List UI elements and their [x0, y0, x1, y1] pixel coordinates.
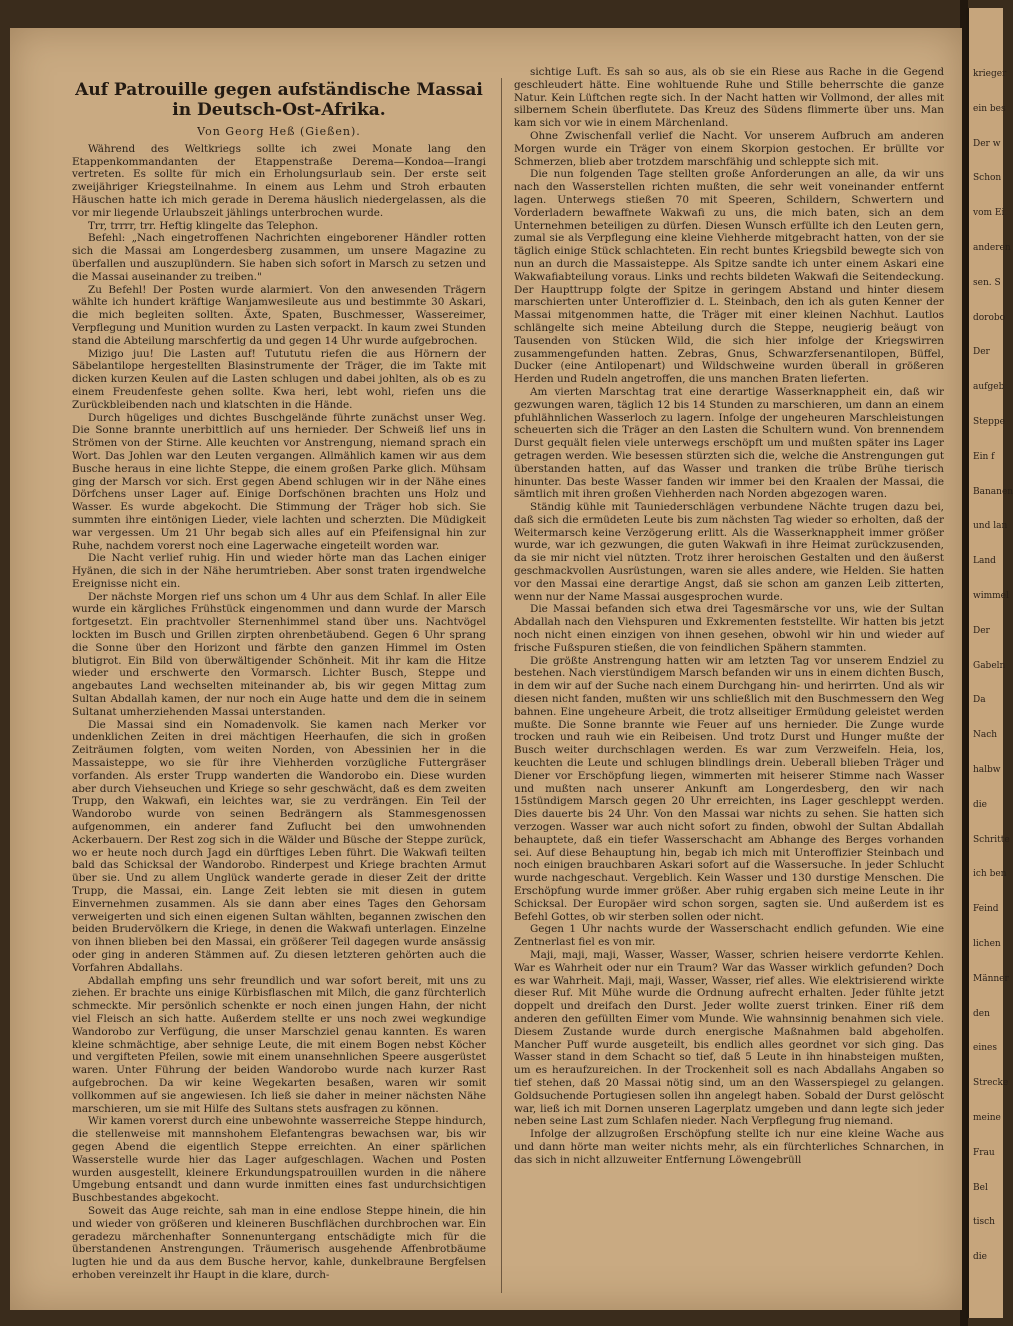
adjacent-page-line: Gabeln [973, 660, 1006, 671]
adjacent-page-line: die [973, 1252, 987, 1263]
adjacent-page-line: sen. S [973, 277, 1001, 288]
paragraph: Ohne Zwischenfall verlief die Nacht. Vor unserem Aufbruch am anderen Morgen wurde ein Träger von einem Skorpion gestochen. Er brüllte vor Schmerzen, blieb aber trotzdem marschfähig und schleppte sich mit. [514, 129, 944, 168]
paragraph: Durch hügeliges und dichtes Buschgelände führte zunächst unser Weg. Die Sonne brannte unerbittlich auf uns hernieder. Der Schweiß lief uns in Strömen von der Stirne. Alle keuchten vor Anstrengung, niemand sprach ein Wort. Das Johlen war den Leuten vergangen. Allmählich kamen wir aus dem Busche heraus in eine lichte Steppe, die einem großen Parke glich. Mühsam ging der Marsch vor sich. Erst gegen Abend schlugen wir in der Nähe eines Dörfchens unser Lager auf. Einige Dorfschönen brachten uns Holz und Wasser. Es wurde abgekocht. Die Stimmung der Träger hob sich. Sie summten ihre eintönigen Lieder, viele lachten und scherzten. Die Müdigkeit war vergessen. Um 21 Uhr begab sich alles auf ein Pfeifensignal hin zur Ruhe, nachdem vorerst noch eine Lagerwache eingeteilt worden war. [72, 411, 486, 552]
adjacent-page-line: Schon [973, 173, 1002, 184]
adjacent-page-line: vom Ei [973, 208, 1005, 219]
paragraph: Die größte Anstrengung hatten wir am letzten Tag vor unserem Endziel zu bestehen. Nach vierstündigem Marsch befanden wir uns in einem dichten Busch, in dem wir auf der Suche nach einem Durchgang hin- und herirrten. Und als wir diesen nicht fanden, mußten wir uns schließlich mit den Buschmessern den Weg bahnen. Eine ungeheure Arbeit, die trotz allseitiger Ermüdung geleistet werden mußte. Die Sonne brannte wie Feuer auf uns hernieder. Die Zunge wurde trocken und rauh wie ein Reibeisen. Und trotz Durst und Hunger mußte der Busch weiter durchschlagen werden. Es war zum Verzweifeln. Heia, los, keuchten die Leute und schlugen blindlings drein. Ueberall blieben Träger und Diener vor Erschöpfung liegen, wimmerten mit heiserer Stimme nach Wasser und mußten nach unserer Ankunft am Longerdesberg, den wir nach 15stündigem Marsch gegen 20 Uhr erreichten, ins Lager geschleppt werden. Dies dauerte bis 24 Uhr. Von den Massai war nichts zu sehen. Sie hatten sich verzogen. Wasser war auch nicht sofort zu finden, obwohl der Sultan Abdallah behauptete, daß ein tiefer Wasserschacht am Abhange des Berges vorhanden sei. Auf diese Behauptung hin, begab ich mich mit Unteroffizier Steinbach und noch einigen brauchbaren Askari sofort auf die Wassersuche. In jeder Schlucht wurde nachgeschaut. Vergeblich. Kein Wasser und 130 durstige Menschen. Die Erschöpfung wurde immer größer. Aber ruhig ergaben sich meine Leute in ihr Schicksal. Der Europäer wird schon sorgen, sagten sie. Und außerdem ist es Befehl Gottes, ob wir sterben sollen oder nicht. [514, 654, 944, 923]
adjacent-page-line: lichen [973, 938, 1001, 949]
adjacent-page-line: aufgeb [973, 382, 1005, 393]
adjacent-page-line: Land [973, 556, 996, 567]
paragraph: Während des Weltkriegs sollte ich zwei Monate lang den Etappenkommandanten der Etappenstraße Derema—Kondoa—Irangi vertreten. Es sollte für mich ein Erholungsurlaub sein. Der erste seit zweijähriger Kriegsteilnahme. In einem aus Lehm und Stroh erbauten Häuschen hatte ich mich gerade in Derema häuslich niedergelassen, als die vor mir liegende Urlaubszeit jählings unterbrochen wurde. [72, 142, 486, 219]
adjacent-page-line: Der [973, 625, 990, 636]
adjacent-page-line: Strecke [973, 1078, 1009, 1089]
paragraph: sichtige Luft. Es sah so aus, als ob sie ein Riese aus Rache in die Gegend geschleudert hätte. Eine wohltuende Ruhe und Stille beherrschte die ganze Natur. Kein Lüftchen regte sich. In der Nacht hatten wir Vollmond, der alles mit silbernem Schein überflutete. Das Kreuz des Südens flimmerte über uns. Man kam sich vor wie in einem Märchenland. [514, 66, 944, 130]
paragraph: Soweit das Auge reichte, sah man in eine endlose Steppe hinein, die hin und wieder von größeren und kleineren Buschflächen durchbrochen war. Ein geradezu märchenhafter Sonnenuntergang entschädigte mich für die überstandenen Anstrengungen. Träumerisch ausgehende Affenbrotbäume lugten hie und da aus dem Busche hervor, kahle, dunkelbraune Bergfelsen erhoben vereinzelt ihr Haupt in die klare, durch- [72, 1204, 486, 1281]
paragraph: Die nun folgenden Tage stellten große Anforderungen an alle, da wir uns nach den Wasserstellen richten mußten, die sehr weit voneinander entfernt lagen. Unterwegs stießen 70 mit Speeren, Schildern, Schwertern und Vorderladern bewaffnete Wakwafi zu uns, die mich baten, sich an dem Unternehmen beteiligen zu dürfen. Diesen Wunsch erfüllte ich den Leuten gern, zumal sie als Verpflegung eine kleine Viehherde mitgebracht hatten, von der sie täglich einige Stück schlachteten. Ein recht buntes Kriegsbild bewegte sich von nun an durch die Massaisteppe. Als Spitze sandte ich unter einem Askari eine Wakwafiabteilung voraus. Links und rechts bildeten Wakwafi die Seitendeckung. Der Haupttrupp folgte der Spitze in geringem Abstand und hinter diesem marschierten unter Unteroffizier d. L. Steinbach, den ich als guten Kenner der Massai mitgenommen hatte, die Träger mit einer kleinen Nachhut. Lautlos schlängelte sich meine Abteilung durch die Steppe, neugierig beäugt von Tausenden von Stücken Wild, die sich hier infolge der Kriegswirren zusammengefunden hatten. Zebras, Gnus, Schwarzfersenantilopen, Büffel, Ducker (eine Antilopenart) und Wildschweine wurden überall in größeren Herden und Rudeln angetroffen, die uns manchen Braten lieferten. [514, 168, 944, 386]
paragraph: Abdallah empfing uns sehr freundlich und war sofort bereit, mit uns zu ziehen. Er brachte uns einige Kürbisflaschen mit Milch, die ganz fürchterlich schmeckte. Mir persönlich schenkte er noch einen jungen Hahn, der nicht viel Fleisch an sich hatte. Außerdem stellte er uns noch zwei wegkundige Wandorobo zur Verfügung, die unser Marschziel genau kannten. Es waren kleine schmächtige, aber sehnige Leute, die mit einem Bogen nebst Köcher und vergifteten Pfeilen, sowie mit einem unansehnlichen Speere ausgerüstet waren. Unter Führung der beiden Wandorobo wurde nach kurzer Rast aufgebrochen. Da wir keine Wegekarten besaßen, waren wir somit vollkommen auf sie angewiesen. Ich ließ sie daher in meiner nächsten Nähe marschieren, um sie mit Hilfe des Sultans stets ausfragen zu können. [72, 974, 486, 1115]
adjacent-page-line: und lan [973, 521, 1008, 532]
column-divider [501, 78, 502, 1293]
paragraph: Trr, trrrr, trr. Heftig klingelte das Telephon. [88, 219, 319, 232]
adjacent-page-edge [966, 8, 1013, 1318]
adjacent-page-line: ich ben [973, 869, 1007, 880]
adjacent-page-line: Bananen [973, 486, 1013, 497]
paragraph: Die Massai befanden sich etwa drei Tagesmärsche vor uns, wie der Sultan Abdallah nach den Viehspuren und Exkrementen feststellte. Wir hatten bis jetzt noch nicht einen einzigen von ihnen gesehen, obwohl wir hin und wieder auf frische Fußspuren stießen, die von feindlichen Spähern stammten. [514, 603, 944, 654]
adjacent-page-line: halbw [973, 764, 1001, 775]
paragraph: Zu Befehl! Der Posten wurde alarmiert. Von den anwesenden Trägern wählte ich hundert kräftige Wanjamwesileute aus und bestimmte 30 Askari, die mich begleiten sollten. Äxte, Spaten, Buschmesser, Wassereimer, Verpflegung und Munition wurden zu Lasten verpackt. In kaum zwei Stunden stand die Abteilung marschfertig da und gegen 14 Uhr wurde aufgebrochen. [72, 283, 486, 347]
adjacent-page-line: Der w [973, 138, 1001, 149]
right-paragraphs [514, 66, 944, 1167]
right-column [514, 66, 944, 1308]
adjacent-page-line: tisch [973, 1217, 995, 1228]
paragraph: Ständig kühle mit Tauniederschlägen verbundene Nächte trugen dazu bei, daß sich die ermüdeten Leute bis zum nächsten Tag wieder so erholten, daß der Weitermarsch keine Verzögerung erlitt. Als die Wasserknappheit immer größer wurde, war ich gezwungen, die guten Wakwafi in ihre Heimat zurückzusenden, da sie mir nicht viel nützten. Trotz ihrer heroischen Gestalten und den äußerst geschmackvollen Ausrüstungen, waren sie alles andere, wie Helden. Sie hatten vor den Massai eine derartige Angst, daß sie schon am ganzen Leib zitterten, wenn nur der Name Massai ausgesprochen wurde. [514, 501, 944, 603]
newspaper-page [10, 28, 962, 1310]
adjacent-page-line: Steppe [973, 416, 1005, 427]
paragraph: Der nächste Morgen rief uns schon um 4 Uhr aus dem Schlaf. In aller Eile wurde ein kärgliches Frühstück eingenommen und dann wurde der Marsch fortgesetzt. Ein prachtvoller Sternenhimmel stand über uns. Nachtvögel lockten im Busch und Grillen zirpten ohrenbetäubend. Gegen 6 Uhr sprang die Sonne über den Horizont und färbte den ganzen Himmel im Osten blutigrot. Ein Bild von überwältigender Schönheit. Mit ihr kam die Hitze wieder und erschwerte den Vormarsch. Lichter Busch, Steppe und angebautes Land wechselten miteinander ab, bis wir gegen Mittag zum Sultan Abdallah kamen, der nur noch ein Auge hatte und dem die in seinem Sultanat umherziehenden Massai unterstanden. [72, 590, 486, 718]
paragraph: Die Massai sind ein Nomadenvolk. Sie kamen nach Merker vor undenklichen Zeiten in drei mächtigen Heerhaufen, die sich in großen Zeiträumen folgten, vom weiten Norden, von Abessinien her in die Massaisteppe, wo sie für ihre Viehherden vorzügliche Futtergräser vorfanden. Als erster Trupp wanderten die Wandorobo ein. Diese wurden aber durch Viehseuchen und Kriege so sehr geschwächt, daß es dem zweiten Trupp, den Wakwafi, ein leichtes war, sie zu verdrängen. Ein Teil der Wandorobo wurde von seinen Bedrängern als Stammesgenossen aufgenommen, ein anderer fand Zuflucht bei den umwohnenden Ackerbauern. Der Rest zog sich in die Wälder und Büsche der Steppe zurück, wo er heute noch durch Jagd ein dürftiges Leben führt. Die Wakwafi teilten bald das Schicksal der Wandorobo. Rinderpest und Kriege brachten Armut über sie. Und zu allem Unglück wanderte gerade in dieser Zeit der dritte Trupp, die Massai, ein. Lange Zeit lebten sie mit diesen in gutem Einvernehmen zusammen. Als sie dann aber eines Tages den Gehorsam verweigerten und sich einen eigenen Sultan wählten, begannen zwischen den beiden Brudervölkern die Kriege, in denen die Wakwafi unterlagen. Einzelne von ihnen blieben bei den Massai, ein größerer Teil dagegen wurde ansässig oder ging in anderen Stämmen auf. Zu diesen letzteren gehörten auch die Vorfahren Abdallahs. [72, 718, 486, 974]
adjacent-page-line: den [973, 1008, 990, 1019]
adjacent-page-line: krieger [973, 69, 1007, 79]
adjacent-page-line: wimmel [973, 590, 1009, 601]
adjacent-page-line: die [973, 799, 987, 810]
adjacent-page-line: eines [973, 1043, 997, 1054]
adjacent-page-line: ein bes [973, 103, 1006, 114]
adjacent-page-line: Nach [973, 730, 998, 741]
paragraph: Befehl: „Nach eingetroffenen Nachrichten eingeborener Händler rotten sich die Massai am Longerdesberg zusammen, um unsere Magazine zu überfallen und auszuplündern. Sie haben sich sofort in Marsch zu setzen und die Massai auseinander zu treiben." [72, 232, 486, 283]
adjacent-page-line: meine [973, 1112, 1001, 1123]
adjacent-page-line: Schritte [973, 834, 1010, 845]
adjacent-page-line: anderen [973, 242, 1011, 253]
paragraph: Am vierten Marschtag trat eine derartige Wasserknappheit ein, daß wir gezwungen waren, täglich 12 bis 14 Stunden zu marschieren, um dann an einem pfuhlähnlichen Wasserloch zu lagern. Infolge der ungeheuren Marschleistungen scheuerten sich die Träger an den Lasten die Schultern wund. Von brennendem Durst gequält fielen viele unterwegs erschöpft um und mußten später ins Lager getragen werden. Wie besessen stürzten sich die, welche die Anstrengungen gut überstanden hatten, auf das Wasser und tranken die trübe Brühe tierisch hinunter. Das beste Wasser fanden wir immer bei den Kraalen der Massai, die sämtlich mit ihren großen Viehherden nach Norden abgezogen waren. [514, 385, 944, 501]
adjacent-page-line: Frau [973, 1147, 995, 1158]
paragraph: Die Nacht verlief ruhig. Hin und wieder hörte man das Lachen einiger Hyänen, die sich in der Nähe herumtrieben. Aber sonst traten irgendwelche Ereignisse nicht ein. [72, 552, 486, 590]
adjacent-page-fragments [973, 8, 1013, 1264]
adjacent-page-line: Feind [973, 904, 999, 915]
paragraph: Maji, maji, maji, Wasser, Wasser, Wasser, schrien heisere verdorrte Kehlen. War es Wahrheit oder nur ein Traum? War das Wasser wirklich gefunden? Doch es war Wahrheit. Maji, maji, Wasser, Wasser, rief alles. Wie elektrisierend wirkte dieser Ruf. Mit Mühe wurde die Ordnung aufrecht erhalten. Jeder fühlte jetzt doppelt und dreifach den Durst. Jeder wollte zuerst trinken. Einer riß dem anderen den gefüllten Eimer vom Munde. Wie wahnsinnig benahmen sich viele. Diesem Zustande wurde durch energische Maßnahmen bald abgeholfen. Mancher Puff wurde ausgeteilt, bis endlich alles geordnet vor sich ging. Das Wasser stand in dem Schacht so tief, daß 5 Leute in ihn hinabsteigen mußten, um es heraufzureichen. In der Trockenheit soll es nach Abdallahs Angaben so tief stehen, daß 20 Massai nötig sind, um an den Wasserspiegel zu gelangen. Goldsuchende Portugiesen sollen ihn angelegt haben. Sobald der Durst gelöscht war, ließ ich mit Dornen unseren Lagerplatz umgeben und dann legte sich jeder neben seine Last zum Schlafen nieder. Nach Verpflegung frug niemand. [514, 948, 944, 1128]
paragraph: Infolge der allzugroßen Erschöpfung stellte ich nur eine kleine Wache aus und dann hörte man weiter nichts mehr, als ein fürchterliches Schnarchen, in das sich in nicht allzuweiter Entfernung Löwengebrüll [514, 1128, 944, 1166]
paragraph: Gegen 1 Uhr nachts wurde der Wasserschacht endlich gefunden. Wie eine Zentnerlast fiel es von mir. [514, 923, 944, 949]
paragraph: Mizigo juu! Die Lasten auf! Tutututu riefen die aus Hörnern der Säbelantilope hergestellten Blasinstrumente der Träger, die im Takte mit dicken kurzen Keulen auf die Lasten schlugen und dabei johlten, als ob es zu einem Freudenfeste gehen sollte. Kwa heri, lebt wohl, riefen uns die Zurückbleibenden nach und klatschten in die Hände. [72, 347, 486, 411]
paragraph: Wir kamen vorerst durch eine unbewohnte wasserreiche Steppe hindurch, die stellenweise mit mannshohem Elefantengras bewachsen war, bis wir gegen Abend die eigentlich Steppe erreichten. An einer spärlichen Wasserstelle wurde hier das Lager aufgeschlagen. Wachen und Posten wurden ausgestellt, kleinere Erkundungspatrouillen wurden in die nähere Umgebung entsandt und dann wurde inmitten eines fast undurchsichtigen Buschbestandes abgekocht. [72, 1115, 486, 1205]
left-paragraphs [72, 143, 486, 1282]
adjacent-page-line: Männer [973, 973, 1009, 984]
adjacent-page-line: Der [973, 347, 990, 358]
adjacent-page-line: Bel [973, 1182, 988, 1193]
left-column [72, 80, 486, 1305]
adjacent-page-line: Da [973, 695, 986, 706]
adjacent-page-line: dorobo [973, 312, 1006, 323]
article-byline: Von Georg Heß (Gießen). [197, 125, 361, 138]
article-title: Auf Patrouille gegen aufständische Massai in Deutsch-Ost-Afrika. [75, 80, 483, 120]
adjacent-page-line: Ein f [973, 451, 995, 462]
